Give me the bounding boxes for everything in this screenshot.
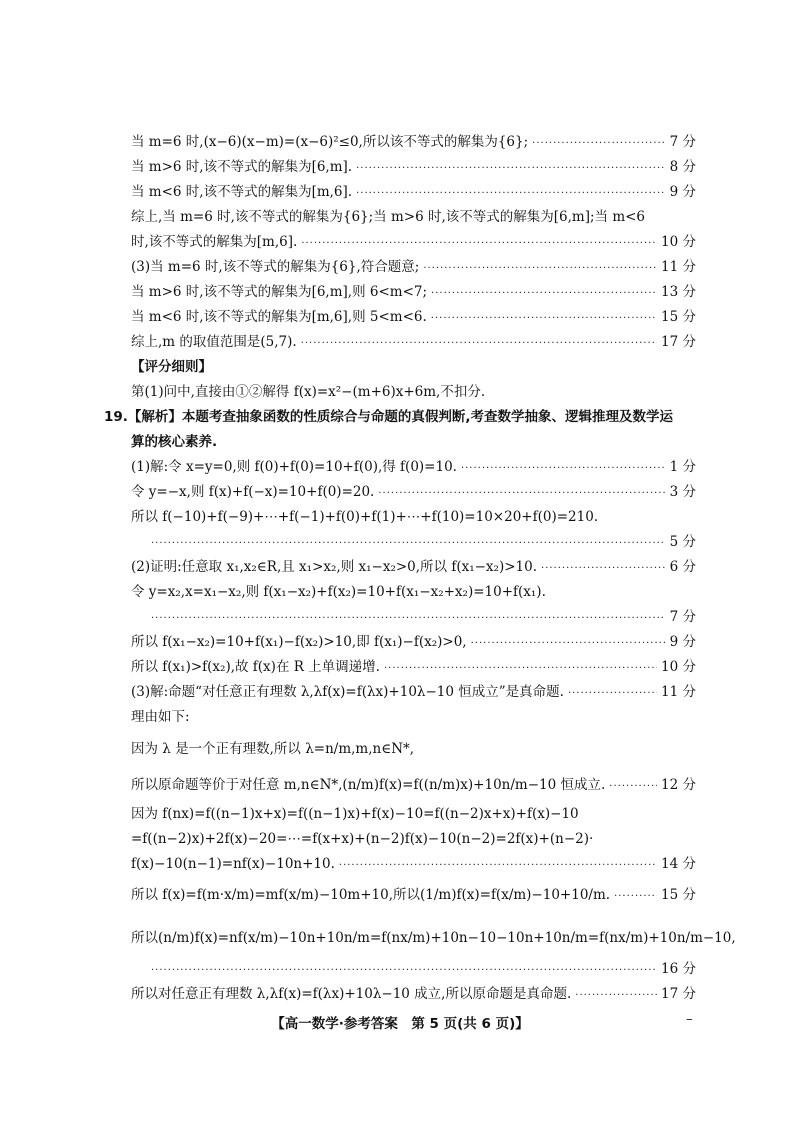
line-text: 令 y=x₂,x=x₁−x₂,则 f(x₁−x₂)+f(x₂)=10+f(x₁−x₂+x₂)=10+f(x₁). (131, 584, 546, 600)
line-text: 所以原命题等价于对任意 m,n∈N*,(n/m)f(x)=f((n/m)x)+10n/m−10 恒成立. (131, 777, 606, 793)
line-text: 当 m>6 时,该不等式的解集为[6,m]. (131, 159, 353, 175)
line-text: (2)证明:任意取 x₁,x₂∈R,且 x₁>x₂,则 x₁−x₂>0,所以 f(x₁−x₂)>10. (131, 559, 538, 575)
line-score: 10 分 (661, 659, 696, 675)
line-text: 所以对任意正有理数 λ,λf(x)=f(λx)+10λ−10 成立,所以原命题是真命题. (131, 986, 572, 1002)
line-score: 10 分 (661, 234, 696, 250)
line-text: (1)解:令 x=y=0,则 f(0)+f(0)=10+f(0),得 f(0)=10. (131, 459, 457, 475)
line-text: 因为 f(nx)=f((n−1)x+x)=f((n−1)x)+f(x)−10=f((n−2)x+x)+f(x)−10 (131, 806, 579, 822)
line-14 (131, 456, 696, 480)
line-text: 当 m<6 时,该不等式的解集为[m,6]. (131, 184, 353, 200)
line-text: 综上,m 的取值范围是(5,7). (131, 334, 297, 350)
line-score: 17 分 (661, 334, 696, 350)
line-4 (131, 206, 696, 228)
corner-mark: – (686, 1012, 693, 1027)
line-text: 所以 f(x₁−x₂)=10+f(x₁)−f(x₂)>10,即 f(x₁)−f(x₂)>0, (131, 634, 467, 650)
line-5 (131, 231, 696, 255)
grading-rules-heading: 【评分细则】 (131, 359, 212, 375)
line-score: 7 分 (669, 609, 696, 625)
line-31 (131, 927, 736, 949)
line-score: 14 分 (661, 856, 696, 872)
line-score: 7 分 (669, 134, 696, 150)
line-text: 所以 f(x₁)>f(x₂),故 f(x)在 R 上单调递增. (131, 659, 380, 675)
line-20 (131, 606, 696, 630)
line-text: 第(1)问中,直接由①②解得 f(x)=x²−(m+6)x+6m,不扣分. (131, 384, 486, 400)
page-footer: 【高一数学·参考答案 第 5 页(共 6 页)】 (271, 1016, 529, 1032)
line-8 (131, 306, 696, 330)
line-text: 所以 f(−10)+f(−9)+⋯+f(−1)+f(0)+f(1)+⋯+f(10)=10×20+f(0)=210. (131, 509, 599, 525)
line-score: 16 分 (661, 961, 696, 977)
line-text: 所以 f(x)=f(m·x/m)=mf(x/m)−10m+10,所以(1/m)f(x)=f(x/m)−10+10/m. (131, 887, 611, 903)
line-27 (131, 803, 696, 825)
line-text: =f((n−2)x)+2f(x)−20=⋯=f(x+x)+(n−2)f(x)−10(n−2)=2f(x)+(n−2)· (131, 831, 594, 847)
line-text: 理由如下: (131, 709, 190, 725)
line-16 (131, 506, 696, 528)
line-25 (131, 738, 696, 760)
line-score: 15 分 (661, 309, 696, 325)
line-text: 因为 λ 是一个正有理数,所以 λ=n/m,m,n∈N*, (131, 741, 415, 757)
line-2 (131, 156, 696, 180)
line-text: 令 y=−x,则 f(x)+f(−x)=10+f(0)=20. (131, 484, 375, 500)
line-score: 6 分 (669, 559, 696, 575)
line-score: 11 分 (661, 259, 696, 275)
question-19-heading: 19.【解析】本题考查抽象函数的性质综合与命题的真假判断,考查数学抽象、逻辑推理及数学运 (104, 409, 674, 425)
line-26 (131, 774, 696, 798)
line-score: 12 分 (661, 777, 696, 793)
line-text: 当 m<6 时,该不等式的解集为[m,6],则 5<m<6. (131, 309, 427, 325)
line-24 (131, 706, 696, 728)
line-22 (131, 656, 696, 680)
line-15 (131, 481, 696, 505)
line-score: 17 分 (661, 986, 696, 1002)
line-9 (131, 331, 696, 355)
line-30 (131, 884, 696, 908)
line-score: 5 分 (669, 534, 696, 550)
line-text: 综上,当 m=6 时,该不等式的解集为{6};当 m>6 时,该不等式的解集为[6,m];当 m<6 (131, 209, 646, 225)
line-18 (131, 556, 696, 580)
line-21 (131, 631, 696, 655)
line-23 (131, 681, 696, 705)
line-score: 9 分 (669, 634, 696, 650)
line-text: (3)解:命题“对任意正有理数 λ,λf(x)=f(λx)+10λ−10 恒成立”是真命题. (131, 684, 564, 700)
line-1 (131, 131, 696, 155)
line-13: 算的核心素养. (131, 434, 218, 450)
line-3 (131, 181, 696, 205)
line-6 (131, 256, 696, 280)
line-33 (131, 983, 696, 1007)
line-19 (131, 581, 696, 603)
line-score: 11 分 (661, 684, 696, 700)
line-score: 13 分 (661, 284, 696, 300)
line-text: 时,该不等式的解集为[m,6]. (131, 234, 298, 250)
line-text: 当 m>6 时,该不等式的解集为[6,m],则 6<m<7; (131, 284, 428, 300)
line-32 (131, 958, 696, 982)
line-17 (131, 531, 696, 555)
line-score: 15 分 (661, 887, 696, 903)
line-text: 当 m=6 时,(x−6)(x−m)=(x−6)²≤0,所以该不等式的解集为{6}; (131, 134, 529, 150)
line-score: 1 分 (669, 459, 696, 475)
line-text: 所以(n/m)f(x)=nf(x/m)−10n+10n/m=f(nx/m)+10n−10−10n+10n/m=f(nx/m)+10n/m−10, (131, 930, 736, 946)
line-score: 8 分 (669, 159, 696, 175)
line-7 (131, 281, 696, 305)
line-text: (3)当 m=6 时,该不等式的解集为{6},符合题意; (131, 259, 420, 275)
line-29 (131, 853, 696, 877)
line-11 (131, 381, 696, 403)
line-score: 3 分 (669, 484, 696, 500)
line-score: 9 分 (669, 184, 696, 200)
line-28 (131, 828, 696, 850)
line-text: f(x)−10(n−1)=nf(x)−10n+10. (131, 856, 335, 872)
